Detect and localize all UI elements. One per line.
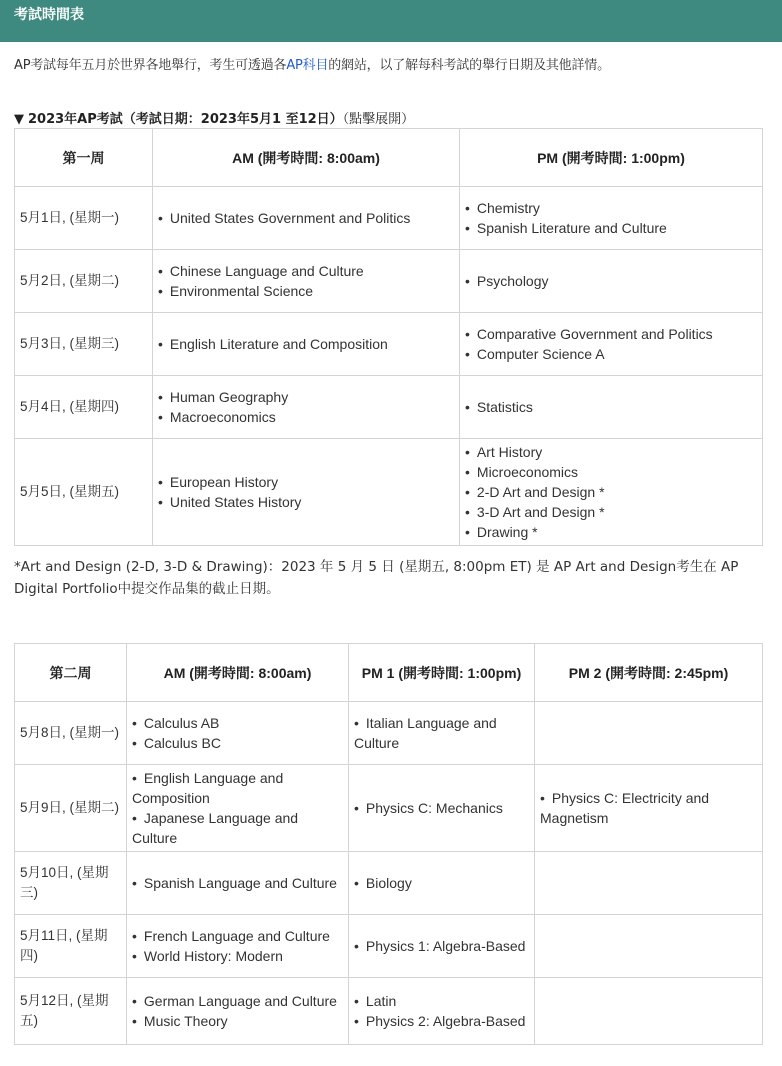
table-row xyxy=(15,187,763,250)
exam-subject: • English Language and Composition xyxy=(132,768,343,808)
exam-subject: • Italian Language and Culture xyxy=(354,713,529,753)
exam-subject: • Calculus AB xyxy=(132,713,343,733)
week2-header-pm1: PM 1 (開考時間: 1:00pm) xyxy=(349,644,535,702)
exam-date: 5月1日, (星期一) xyxy=(15,187,153,250)
summary-hint: （點擊展開） xyxy=(342,112,415,127)
exam-date: 5月5日, (星期五) xyxy=(15,439,153,546)
exam-subject: • Physics C: Electricity and Magnetism xyxy=(540,788,757,828)
exam-subject: • Human Geography xyxy=(158,387,454,407)
exam-subject: • English Literature and Composition xyxy=(158,334,454,354)
expand-triangle-icon: ▼ xyxy=(14,112,24,127)
am-exams xyxy=(153,376,460,439)
art-design-note: *Art and Design (2-D, 3-D & Drawing)：2023 年 5 月 5 日 (星期五, 8:00pm ET) 是 AP Art and Design考生在 AP Digital Portfolio中提交作品集的截止日期。 xyxy=(14,559,739,597)
exam-subject: • United States Government and Politics xyxy=(158,208,454,228)
exam-subject: • Microeconomics xyxy=(465,462,757,482)
intro-text-end: 的網站，以了解每科考試的舉行日期及其他詳情。 xyxy=(328,58,610,73)
pm1-exams xyxy=(349,915,535,978)
exam-subject: • Japanese Language and Culture xyxy=(132,808,343,848)
pm1-exams xyxy=(349,765,535,852)
week1-header-am: AM (開考時間: 8:00am) xyxy=(153,129,460,187)
pm1-exams xyxy=(349,978,535,1045)
pm-exams xyxy=(460,187,763,250)
exam-subject: • Art History xyxy=(465,442,757,462)
am-exams xyxy=(127,765,349,852)
intro-paragraph xyxy=(14,54,610,73)
exam-subject: • Latin xyxy=(354,991,529,1011)
exam-subject: • European History xyxy=(158,472,454,492)
table-header-row xyxy=(15,644,763,702)
exam-subject: • Psychology xyxy=(465,271,757,291)
exam-subject: • Macroeconomics xyxy=(158,407,454,427)
summary-title: 2023年AP考試 xyxy=(28,112,123,127)
week1-table xyxy=(14,128,763,546)
pm-exams xyxy=(460,376,763,439)
am-exams xyxy=(127,852,349,915)
pm-exams xyxy=(460,439,763,546)
pm-exams xyxy=(460,313,763,376)
page-header xyxy=(0,0,782,42)
table-row xyxy=(15,439,763,546)
pm2-exams xyxy=(535,978,763,1045)
week2-header-week: 第二周 xyxy=(15,644,127,702)
exam-subject: • Physics C: Mechanics xyxy=(354,798,529,818)
exam-subject: • World History: Modern xyxy=(132,946,343,966)
week2-header-pm2: PM 2 (開考時間: 2:45pm) xyxy=(535,644,763,702)
table-row xyxy=(15,702,763,765)
exam-subject: • Drawing * xyxy=(465,522,757,542)
table-row xyxy=(15,915,763,978)
table-row xyxy=(15,376,763,439)
week2-header-am: AM (開考時間: 8:00am) xyxy=(127,644,349,702)
exam-subject: • Calculus BC xyxy=(132,733,343,753)
table-row xyxy=(15,765,763,852)
exam-subject: • Physics 1: Algebra-Based xyxy=(354,936,529,956)
pm2-exams xyxy=(535,765,763,852)
summary-detail: （考試日期：2023年5月1 至12日） xyxy=(122,112,343,127)
exam-date: 5月9日, (星期二) xyxy=(15,765,127,852)
table-row xyxy=(15,852,763,915)
ap-subjects-link[interactable]: AP科目 xyxy=(286,58,329,73)
exam-subject: • German Language and Culture xyxy=(132,991,343,1011)
exam-date: 5月11日, (星期四) xyxy=(15,915,127,978)
am-exams xyxy=(153,250,460,313)
exam-subject: • Comparative Government and Politics xyxy=(465,324,757,344)
week1-header-pm: PM (開考時間: 1:00pm) xyxy=(460,129,763,187)
exam-subject: • Spanish Language and Culture xyxy=(132,873,343,893)
exam-date: 5月8日, (星期一) xyxy=(15,702,127,765)
pm1-exams xyxy=(349,852,535,915)
exam-subject: • Chemistry xyxy=(465,198,757,218)
exam-date: 5月12日, (星期五) xyxy=(15,978,127,1045)
week1-header-week: 第一周 xyxy=(15,129,153,187)
am-exams xyxy=(127,915,349,978)
am-exams xyxy=(127,978,349,1045)
exam-date: 5月3日, (星期三) xyxy=(15,313,153,376)
am-exams xyxy=(127,702,349,765)
table-row xyxy=(15,313,763,376)
exam-subject: • Biology xyxy=(354,873,529,893)
exam-subject: • Music Theory xyxy=(132,1011,343,1031)
exam-subject: • Statistics xyxy=(465,397,757,417)
exam-subject: • Chinese Language and Culture xyxy=(158,261,454,281)
pm2-exams xyxy=(535,702,763,765)
table-row xyxy=(15,250,763,313)
exam-subject: • Physics 2: Algebra-Based xyxy=(354,1011,529,1031)
pm2-exams xyxy=(535,915,763,978)
pm-exams xyxy=(460,250,763,313)
pm2-exams xyxy=(535,852,763,915)
am-exams xyxy=(153,187,460,250)
exam-2023-toggle[interactable] xyxy=(14,108,414,127)
exam-subject: • 2-D Art and Design * xyxy=(465,482,757,502)
week2-table xyxy=(14,643,763,1045)
exam-date: 5月2日, (星期二) xyxy=(15,250,153,313)
table-row xyxy=(15,978,763,1045)
am-exams xyxy=(153,313,460,376)
intro-text-start: AP考試每年五月於世界各地舉行，考生可透過各 xyxy=(14,58,287,73)
exam-date: 5月10日, (星期三) xyxy=(15,852,127,915)
exam-subject: • United States History xyxy=(158,492,454,512)
exam-subject: • French Language and Culture xyxy=(132,926,343,946)
pm1-exams xyxy=(349,702,535,765)
exam-date: 5月4日, (星期四) xyxy=(15,376,153,439)
exam-subject: • 3-D Art and Design * xyxy=(465,502,757,522)
exam-subject: • Environmental Science xyxy=(158,281,454,301)
am-exams xyxy=(153,439,460,546)
exam-subject: • Spanish Literature and Culture xyxy=(465,218,757,238)
table-header-row xyxy=(15,129,763,187)
exam-subject: • Computer Science A xyxy=(465,344,757,364)
page-title: 考試時間表 xyxy=(14,7,84,23)
